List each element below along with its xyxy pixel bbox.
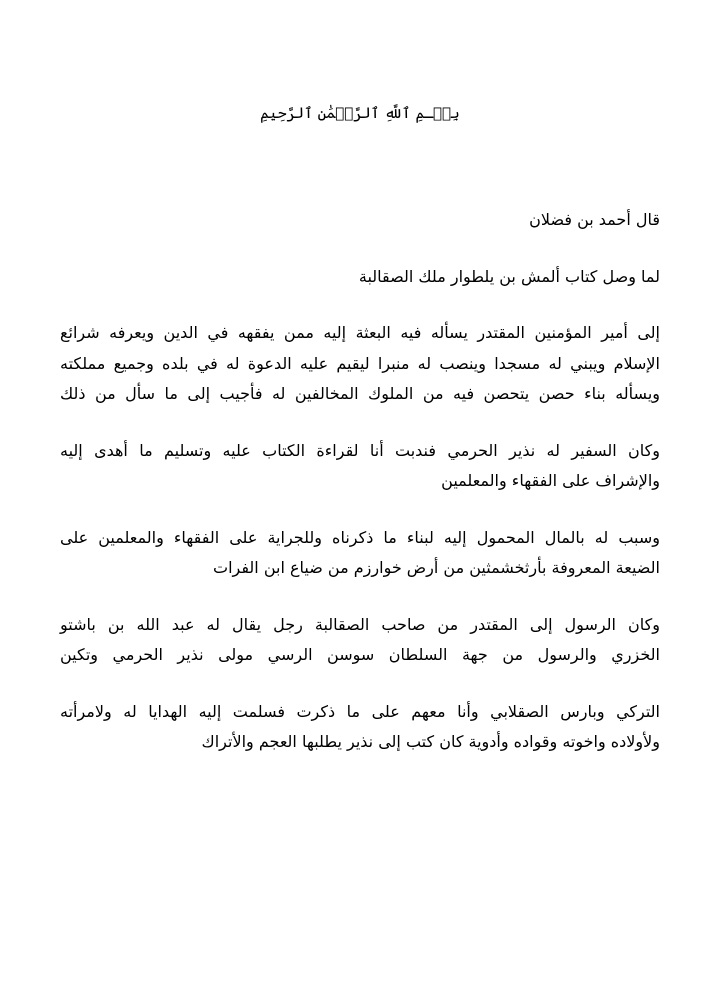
paragraph-6 bbox=[60, 610, 660, 671]
document-body bbox=[60, 205, 660, 784]
text-line: ويسأله بناء حصن يتحصن فيه من الملوك المخالفين له فأجيب إلى ما سأل من ذلك bbox=[60, 384, 660, 403]
paragraph-3 bbox=[60, 318, 660, 410]
text-line: ولأولاده واخوته وقواده وأدوية كان كتب إلى نذير يطلبها العجم والأتراك bbox=[201, 732, 660, 751]
paragraph-5 bbox=[60, 523, 660, 584]
text-line: وكان الرسول إلى المقتدر من صاحب الصقالبة رجل يقال له عبد الله بن باشتو bbox=[60, 614, 660, 634]
text-line: الخزري والرسول من جهة السلطان سوسن الرسي مولى نذير الحرمي وتكين bbox=[60, 645, 660, 664]
paragraph-1 bbox=[60, 205, 660, 236]
text-line: لما وصل كتاب ألمش بن يلطوار ملك الصقالبة bbox=[358, 266, 660, 286]
text-line: الضيعة المعروفة بأرثخشمثين من أرض خوارزم من ضياع ابن الفرات bbox=[213, 558, 660, 577]
text-line: قال أحمد بن فضلان bbox=[529, 210, 660, 229]
paragraph-7 bbox=[60, 697, 660, 758]
paragraph-2 bbox=[60, 262, 660, 293]
text-line: وكان السفير له نذير الحرمي فندبت أنا لقراءة الكتاب عليه وتسليم ما أهدى إليه bbox=[60, 440, 660, 460]
text-line: إلى أمير المؤمنين المقتدر يسأله فيه البعثة إليه ممن يفقهه في الدين ويعرفه شرائع bbox=[60, 323, 660, 342]
basmala-heading: بِسۡـمِ ٱللَّهِ ٱلرَّحۡمَٰنِ ٱلرَّحِيمِ bbox=[260, 104, 460, 122]
text-line: الإسلام ويبني له مسجدا وينصب له منبرا ليقيم عليه الدعوة له في بلده وجميع مملكته bbox=[60, 353, 660, 373]
paragraph-4 bbox=[60, 436, 660, 497]
text-line: والإشراف على الفقهاء والمعلمين bbox=[441, 471, 660, 490]
text-line: وسبب له بالمال المحمول إليه لبناء ما ذكرناه وللجراية على الفقهاء والمعلمين على bbox=[60, 527, 660, 547]
text-line: التركي وبارس الصقلابي وأنا معهم على ما ذكرت فسلمت إليه الهدايا له ولامرأته bbox=[60, 701, 660, 721]
